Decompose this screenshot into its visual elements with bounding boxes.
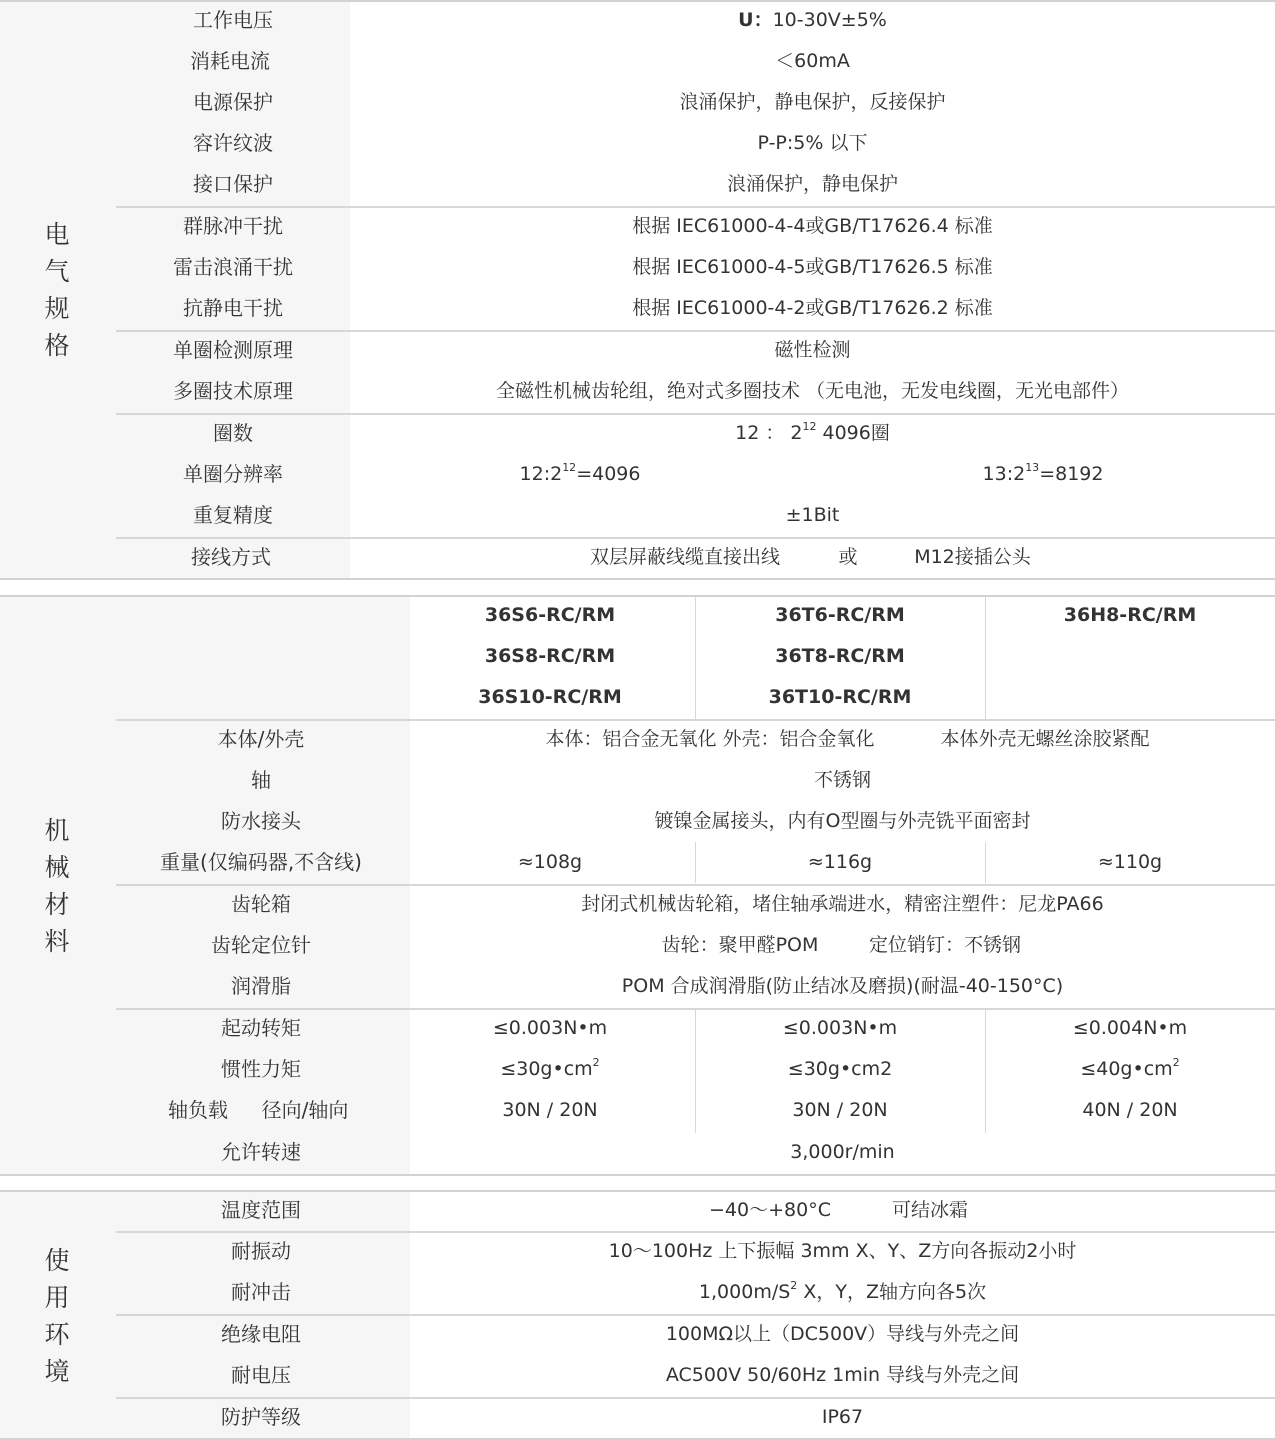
row-label: 容许纹波 bbox=[193, 131, 273, 155]
spec-row-gear-pin bbox=[0, 925, 1275, 966]
spec-row-temperature bbox=[0, 1190, 1275, 1231]
spec-row-turns bbox=[0, 413, 1275, 454]
row-label: 绝缘电阻 bbox=[221, 1322, 301, 1346]
row-value: 浪涌保护，静电保护，反接保护 bbox=[679, 91, 946, 113]
model-36s8: 36S8-RC/RM bbox=[484, 645, 616, 667]
row-label: 防水接头 bbox=[221, 809, 301, 833]
row-label: 起动转矩 bbox=[221, 1016, 301, 1040]
spec-row-resolution bbox=[0, 454, 1275, 495]
row-value: POM 合成润滑脂(防止结冰及磨损)(耐温-40-150°C) bbox=[621, 975, 1064, 997]
spec-row-ripple bbox=[0, 123, 1275, 164]
torque-s: ≤0.003N•m bbox=[492, 1017, 608, 1039]
model-36s6: 36S6-RC/RM bbox=[484, 604, 616, 626]
electrical-section bbox=[0, 0, 1275, 580]
row-label: 电源保护 bbox=[193, 90, 273, 114]
section-title-mechanical: 机 械 材 料 bbox=[44, 816, 70, 956]
row-value: P-P:5% 以下 bbox=[757, 132, 868, 154]
row-label: 接线方式 bbox=[191, 545, 271, 569]
spec-row-current bbox=[0, 41, 1275, 82]
body-housing-material: 本体：铝合金无氧化 外壳：铝合金氧化 bbox=[545, 728, 875, 750]
temperature-note: 可结冰霜 bbox=[891, 1199, 968, 1221]
spec-row-surge bbox=[0, 247, 1275, 288]
row-value: 封闭式机械齿轮箱，堵住轴承端进水，精密注塑件：尼龙PA66 bbox=[581, 893, 1104, 915]
spec-row-gearbox bbox=[0, 884, 1275, 925]
row-value: 100MΩ以上（DC500V）导线与外壳之间 bbox=[665, 1323, 1020, 1345]
row-label: 惯性力矩 bbox=[221, 1057, 301, 1081]
spec-row-repeatability bbox=[0, 495, 1275, 536]
wiring-option-cable: 双层屏蔽线缆直接出线 bbox=[589, 546, 780, 568]
model-36t8: 36T8-RC/RM bbox=[775, 645, 905, 667]
column-divider bbox=[985, 597, 986, 719]
environment-section bbox=[0, 1190, 1275, 1440]
weight-t: ≈116g bbox=[807, 851, 873, 873]
row-label: 抗静电干扰 bbox=[183, 296, 283, 320]
row-label: 工作电压 bbox=[193, 8, 273, 32]
row-label: 群脉冲干扰 bbox=[183, 214, 283, 238]
spec-row-weight bbox=[0, 842, 1275, 883]
spec-row-withstand-voltage bbox=[0, 1355, 1275, 1396]
temperature-range: −40～+80°C bbox=[709, 1199, 831, 1221]
row-value: $1,000m/S^2$ X，Y，Z轴方向各5次 bbox=[698, 1278, 987, 1303]
row-value: 全磁性机械齿轮组，绝对式多圈技术 （无电池，无发电线圈，无光电部件） bbox=[495, 380, 1130, 402]
wiring-option-m12: M12接插公头 bbox=[914, 546, 1031, 568]
row-label: 单圈分辨率 bbox=[183, 462, 283, 486]
weight-h: ≈110g bbox=[1097, 851, 1163, 873]
wiring-or: 或 bbox=[838, 546, 858, 568]
section-title-electrical: 电 气 规 格 bbox=[44, 220, 70, 360]
row-value: ＜60mA bbox=[775, 50, 850, 72]
row-sublabel: 径向/轴向 bbox=[261, 1098, 349, 1122]
body-housing-fit: 本体外壳无螺丝涂胶紧配 bbox=[940, 728, 1150, 750]
row-label: 轴负载 bbox=[168, 1098, 228, 1122]
spec-row-protection-class bbox=[0, 1397, 1275, 1438]
spec-row-multi-turn-principle bbox=[0, 371, 1275, 412]
section-bottom-border bbox=[0, 1174, 1275, 1176]
row-label: 消耗电流 bbox=[190, 49, 270, 73]
row-value: 10～100Hz 上下振幅 3mm X、Y、Z方向各振动2小时 bbox=[608, 1240, 1077, 1262]
row-value: U：10-30V±5% bbox=[738, 9, 887, 31]
load-s: 30N / 20N bbox=[502, 1099, 598, 1121]
spec-row-shaft-load bbox=[0, 1090, 1275, 1131]
spec-row-vibration bbox=[0, 1231, 1275, 1272]
resolution-13bit: $13:2^{13}=8192$ bbox=[982, 460, 1104, 485]
row-value: 磁性检测 bbox=[774, 339, 851, 361]
model-36t10: 36T10-RC/RM bbox=[768, 686, 912, 708]
weight-s: ≈108g bbox=[517, 851, 583, 873]
row-value: IP67 bbox=[821, 1406, 864, 1428]
spec-row-wiring bbox=[0, 537, 1275, 578]
section-title-environment: 使 用 环 境 bbox=[44, 1246, 70, 1386]
spec-row-insulation bbox=[0, 1314, 1275, 1355]
spec-row-body-housing bbox=[0, 719, 1275, 760]
row-value: 根据 IEC61000-4-5或GB/T17626.5 标准 bbox=[632, 256, 993, 278]
row-value: 根据 IEC61000-4-2或GB/T17626.2 标准 bbox=[632, 297, 993, 319]
row-label: 重量(仅编码器,不含线) bbox=[160, 850, 362, 874]
inertia-h: $\le 40g•cm^2$ bbox=[1080, 1055, 1180, 1080]
spec-row-interface-protection bbox=[0, 164, 1275, 205]
row-label: 防护等级 bbox=[221, 1405, 301, 1429]
row-label: 轴 bbox=[251, 768, 271, 792]
spec-row-single-turn-principle bbox=[0, 330, 1275, 371]
spec-row-burst bbox=[0, 206, 1275, 247]
section-bottom-border bbox=[0, 578, 1275, 580]
model-36h8: 36H8-RC/RM bbox=[1063, 604, 1197, 626]
row-label: 多圈技术原理 bbox=[173, 379, 293, 403]
spec-row-grease bbox=[0, 966, 1275, 1007]
spec-row-working-voltage bbox=[0, 0, 1275, 41]
row-label: 耐冲击 bbox=[231, 1280, 291, 1304]
resolution-12bit: $12:2^{12}=4096$ bbox=[519, 460, 641, 485]
column-divider bbox=[695, 597, 696, 719]
gear-material: 齿轮：聚甲醛POM bbox=[661, 934, 819, 956]
spec-row-shock bbox=[0, 1272, 1275, 1313]
spec-row-waterproof-connector bbox=[0, 801, 1275, 842]
spec-row-starting-torque bbox=[0, 1008, 1275, 1049]
row-value: 3,000r/min bbox=[790, 1141, 895, 1163]
row-label: 温度范围 bbox=[221, 1198, 301, 1222]
mechanical-section bbox=[0, 595, 1275, 1176]
row-label: 本体/外壳 bbox=[217, 727, 305, 751]
row-label: 圈数 bbox=[213, 421, 253, 445]
row-label: 重复精度 bbox=[193, 503, 273, 527]
row-label: 单圈检测原理 bbox=[173, 338, 293, 362]
spec-row-shaft bbox=[0, 760, 1275, 801]
inertia-t: ≤30g•cm2 bbox=[787, 1058, 893, 1080]
row-value: 浪涌保护，静电保护 bbox=[726, 173, 898, 195]
row-label: 齿轮箱 bbox=[231, 892, 291, 916]
torque-t: ≤0.003N•m bbox=[782, 1017, 898, 1039]
row-label: 耐振动 bbox=[231, 1239, 291, 1263]
row-value: 不锈钢 bbox=[813, 769, 871, 791]
spec-row-power-protection bbox=[0, 82, 1275, 123]
row-label: 接口保护 bbox=[193, 172, 273, 196]
row-value: 12 ： $2^{12}$ 4096圈 bbox=[735, 419, 890, 444]
model-36t6: 36T6-RC/RM bbox=[775, 604, 905, 626]
torque-h: ≤0.004N•m bbox=[1072, 1017, 1188, 1039]
spec-row-inertia bbox=[0, 1049, 1275, 1090]
row-label: 允许转速 bbox=[221, 1140, 301, 1164]
spec-row-max-speed bbox=[0, 1132, 1275, 1173]
row-label: 雷击浪涌干扰 bbox=[173, 255, 293, 279]
pin-material: 定位销钉：不锈钢 bbox=[868, 934, 1021, 956]
row-value: AC500V 50/60Hz 1min 导线与外壳之间 bbox=[665, 1364, 1020, 1386]
inertia-s: $\le 30g•cm^2$ bbox=[500, 1055, 600, 1080]
column-divider bbox=[695, 842, 696, 883]
load-h: 40N / 20N bbox=[1082, 1099, 1178, 1121]
spec-row-esd bbox=[0, 288, 1275, 329]
load-t: 30N / 20N bbox=[792, 1099, 888, 1121]
row-value: 根据 IEC61000-4-4或GB/T17626.4 标准 bbox=[632, 215, 993, 237]
row-label: 耐电压 bbox=[231, 1363, 291, 1387]
row-label: 齿轮定位针 bbox=[211, 933, 311, 957]
row-label: 润滑脂 bbox=[231, 974, 291, 998]
model-36s10: 36S10-RC/RM bbox=[478, 686, 622, 708]
column-divider bbox=[985, 842, 986, 883]
row-value: ±1Bit bbox=[785, 504, 840, 526]
row-value: 镀镍金属接头，内有O型圈与外壳铣平面密封 bbox=[654, 810, 1031, 832]
